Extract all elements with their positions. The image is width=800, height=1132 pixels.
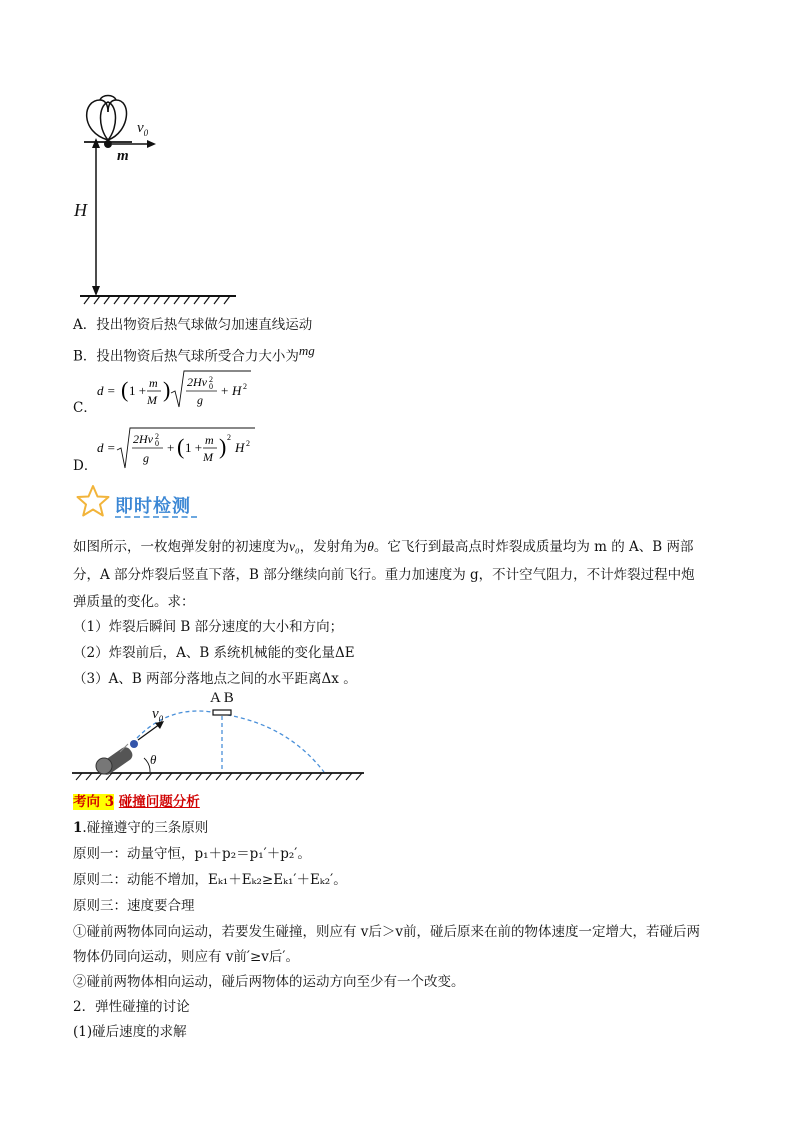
svg-text:2Hv: 2Hv (133, 432, 153, 446)
svg-text:2: 2 (243, 382, 247, 391)
svg-text:2: 2 (246, 439, 250, 448)
section-2-heading: 2．弹性碰撞的讨论 (73, 999, 190, 1015)
principle-1: 原则一：动量守恒，p₁＋p₂＝p₁′＋p₂′。 (73, 846, 311, 862)
angle-label: θ (150, 752, 157, 767)
svg-text:1 +: 1 + (129, 383, 147, 398)
svg-text:2Hv: 2Hv (187, 375, 207, 389)
kaoxiang-heading: 考向 3 碰撞问题分析 (73, 794, 200, 810)
trajectory-path (137, 711, 324, 772)
question-3: （3）A、B 两部分落地点之间的水平距离Δx 。 (73, 671, 357, 687)
svg-text:m: m (205, 433, 214, 447)
question-2: （2）炸裂前后，A、B 系统机械能的变化量ΔE (73, 645, 355, 661)
option-a: A．投出物资后热气球做匀加速直线运动 (73, 317, 313, 333)
svg-text:2: 2 (155, 432, 159, 441)
section-underline (115, 514, 197, 518)
svg-text:(: ( (121, 377, 129, 402)
cannon-figure (72, 694, 367, 786)
condition-2: ②碰前两物体相向运动，碰后两物体的运动方向至少有一个改变。 (73, 974, 465, 990)
height-label: H (74, 200, 87, 220)
svg-text:d =: d = (97, 440, 116, 455)
launch-velocity-label: $v_0$ (152, 706, 164, 724)
svg-text:H: H (232, 383, 242, 398)
launch-velocity-arrow (138, 724, 160, 740)
svg-text:d =: d = (97, 383, 116, 398)
svg-text:M: M (203, 450, 213, 464)
svg-text:M: M (147, 393, 157, 407)
option-c-formula (95, 367, 255, 413)
principle-3: 原则三：速度要合理 (73, 898, 195, 914)
payload-dot (104, 140, 112, 148)
section-2a-heading: (1)碰后速度的求解 (73, 1024, 187, 1040)
balloon-icon (87, 96, 127, 141)
svg-text:0: 0 (155, 439, 159, 448)
svg-text:2: 2 (209, 375, 213, 384)
star-icon (76, 484, 110, 518)
ab-label: A B (210, 690, 234, 706)
svg-text:g: g (143, 451, 149, 465)
svg-text:g: g (197, 393, 203, 407)
option-b: B．投出物资后热气球所受合力大小为$^{mg}$ (73, 343, 315, 365)
balloon-figure (70, 92, 250, 307)
section-title: 即时检测 (115, 496, 191, 517)
question-1: （1）炸裂后瞬间 B 部分速度的大小和方向； (73, 619, 344, 635)
option-d-formula (95, 424, 260, 472)
ground-hatching-2 (76, 773, 362, 780)
velocity-label: $v_0$ (137, 120, 149, 138)
option-c-label: C． (73, 400, 97, 416)
svg-text:0: 0 (209, 382, 213, 391)
svg-text:H: H (235, 440, 245, 455)
ground-hatching (84, 296, 230, 304)
problem-line-1: 如图所示，一枚炮弹发射的初速度为v₀，发射角为θ。它飞行到最高点时炸裂成质量均为 m 的 A、B 两部 (73, 539, 694, 555)
option-d-label: D． (73, 458, 98, 474)
svg-text:+: + (167, 440, 175, 455)
svg-text:2: 2 (227, 433, 231, 442)
rules-heading: 1.碰撞遵守的三条原则 (73, 820, 209, 836)
svg-text:): ) (163, 377, 171, 402)
problem-line-3: 弹质量的变化。求： (73, 594, 195, 610)
svg-text:): ) (219, 434, 227, 459)
svg-text:(: ( (177, 434, 185, 459)
shell-marker (213, 710, 231, 715)
condition-1b: 物体仍同向运动，则应有 v前′≥v后′。 (73, 949, 299, 965)
svg-text:+: + (221, 383, 229, 398)
problem-line-2: 分，A 部分炸裂后竖直下落，B 部分继续向前飞行。重力加速度为 g，不计空气阻力，不计炸裂过程中炮 (73, 567, 695, 583)
mass-label: m (117, 148, 129, 164)
svg-text:1 +: 1 + (185, 440, 203, 455)
svg-text:m: m (149, 376, 158, 390)
cannon-icon (96, 740, 138, 777)
principle-2: 原则二：动能不增加，Eₖ₁＋Eₖ₂≥Eₖ₁′＋Eₖ₂′。 (73, 872, 347, 888)
condition-1a: ①碰前两物体同向运动，若要发生碰撞，则应有 v后＞v前，碰后原来在前的物体速度一定增大，若碰后两 (73, 924, 701, 940)
